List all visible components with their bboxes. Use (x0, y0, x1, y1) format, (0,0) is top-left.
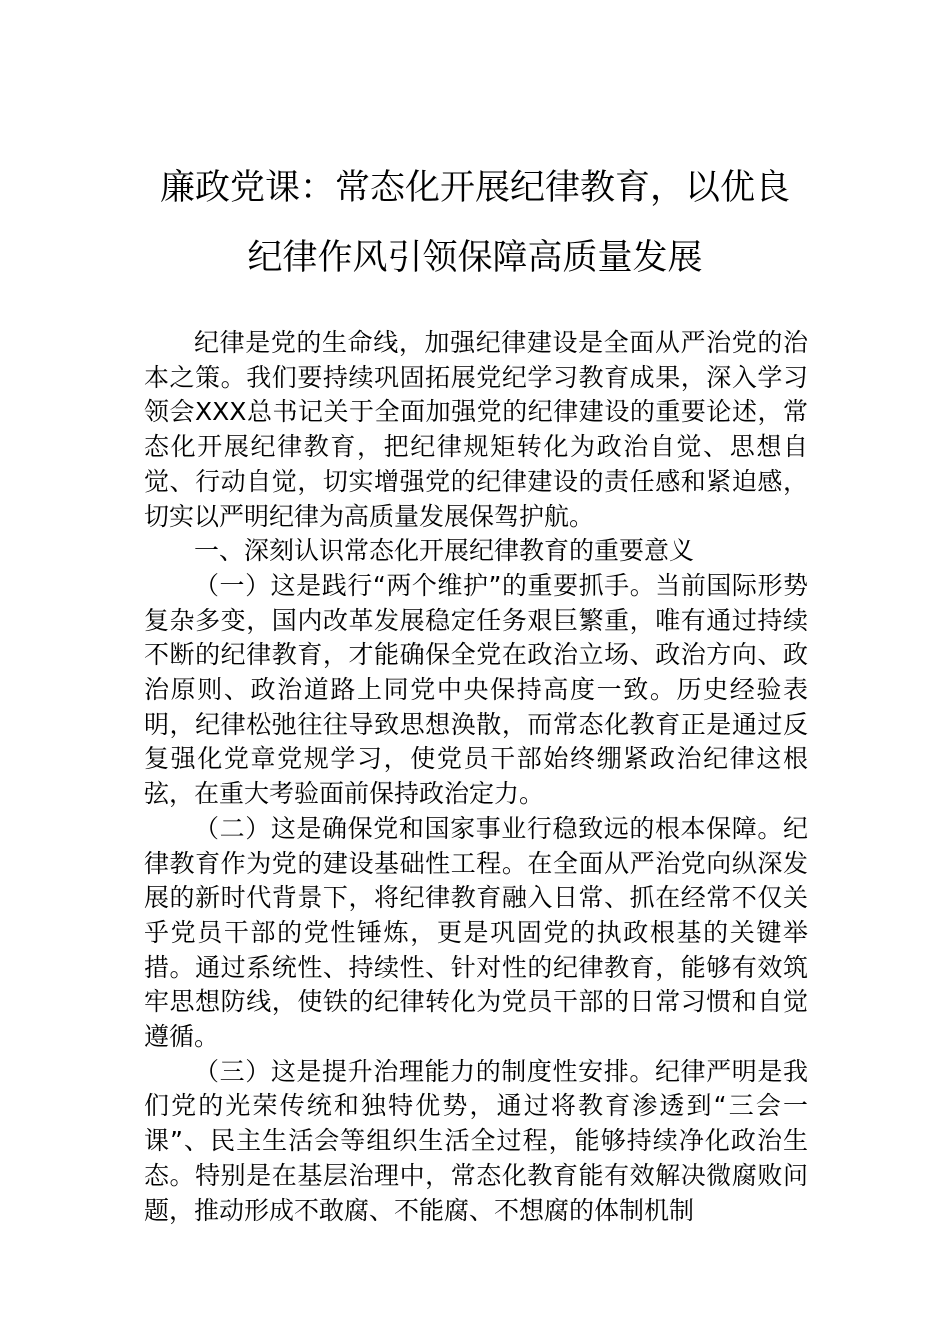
paragraph-point-3: （三）这是提升治理能力的制度性安排。纪律严明是我们党的光荣传统和独特优势，通过将教育渗透到“三会一课”、民主生活会等组织生活全过程，能够持续净化政治生态。特别是在基层治理中，常态化教育能有效解决微腐败问题，推动形成不敢腐、不能腐、不想腐的体制机制 (144, 1056, 808, 1225)
title-line-1: 廉政党课：常态化开展纪律教育，以优良 (159, 168, 790, 208)
document-body (144, 326, 808, 1228)
paragraph-point-2: （二）这是确保党和国家事业行稳致远的根本保障。纪律教育作为党的建设基础性工程。在全面从严治党向纵深发展的新时代背景下，将纪律教育融入日常、抓在经常不仅关乎党员干部的党性锤炼，更是巩固党的执政根基的关键举措。通过系统性、持续性、针对性的纪律教育，能够有效筑牢思想防线，使铁的纪律转化为党员干部的日常习惯和自觉遵循。 (144, 813, 808, 1052)
section-heading-1: 一、深刻认识常态化开展纪律教育的重要意义 (194, 536, 695, 566)
paragraph-intro: 纪律是党的生命线，加强纪律建设是全面从严治党的治本之策。我们要持续巩固拓展党纪学习教育成果，深入学习领会XXX总书记关于全面加强党的纪律建设的重要论述，常态化开展纪律教育，把纪律规矩转化为政治自觉、思想自觉、行动自觉，切实增强党的纪律建设的责任感和紧迫感，切实以严明纪律为高质量发展保驾护航。 (144, 328, 808, 531)
title-line-2: 纪律作风引领保障高质量发展 (247, 238, 703, 278)
paragraph-point-1: （一）这是践行“两个维护”的重要抓手。当前国际形势复杂多变，国内改革发展稳定任务艰巨繁重，唯有通过持续不断的纪律教育，才能确保全党在政治立场、政治方向、政治原则、政治道路上同党中央保持高度一致。历史经验表明，纪律松弛往往导致思想涣散，而常态化教育正是通过反复强化党章党规学习，使党员干部始终绷紧政治纪律这根弦，在重大考验面前保持政治定力。 (144, 570, 808, 809)
